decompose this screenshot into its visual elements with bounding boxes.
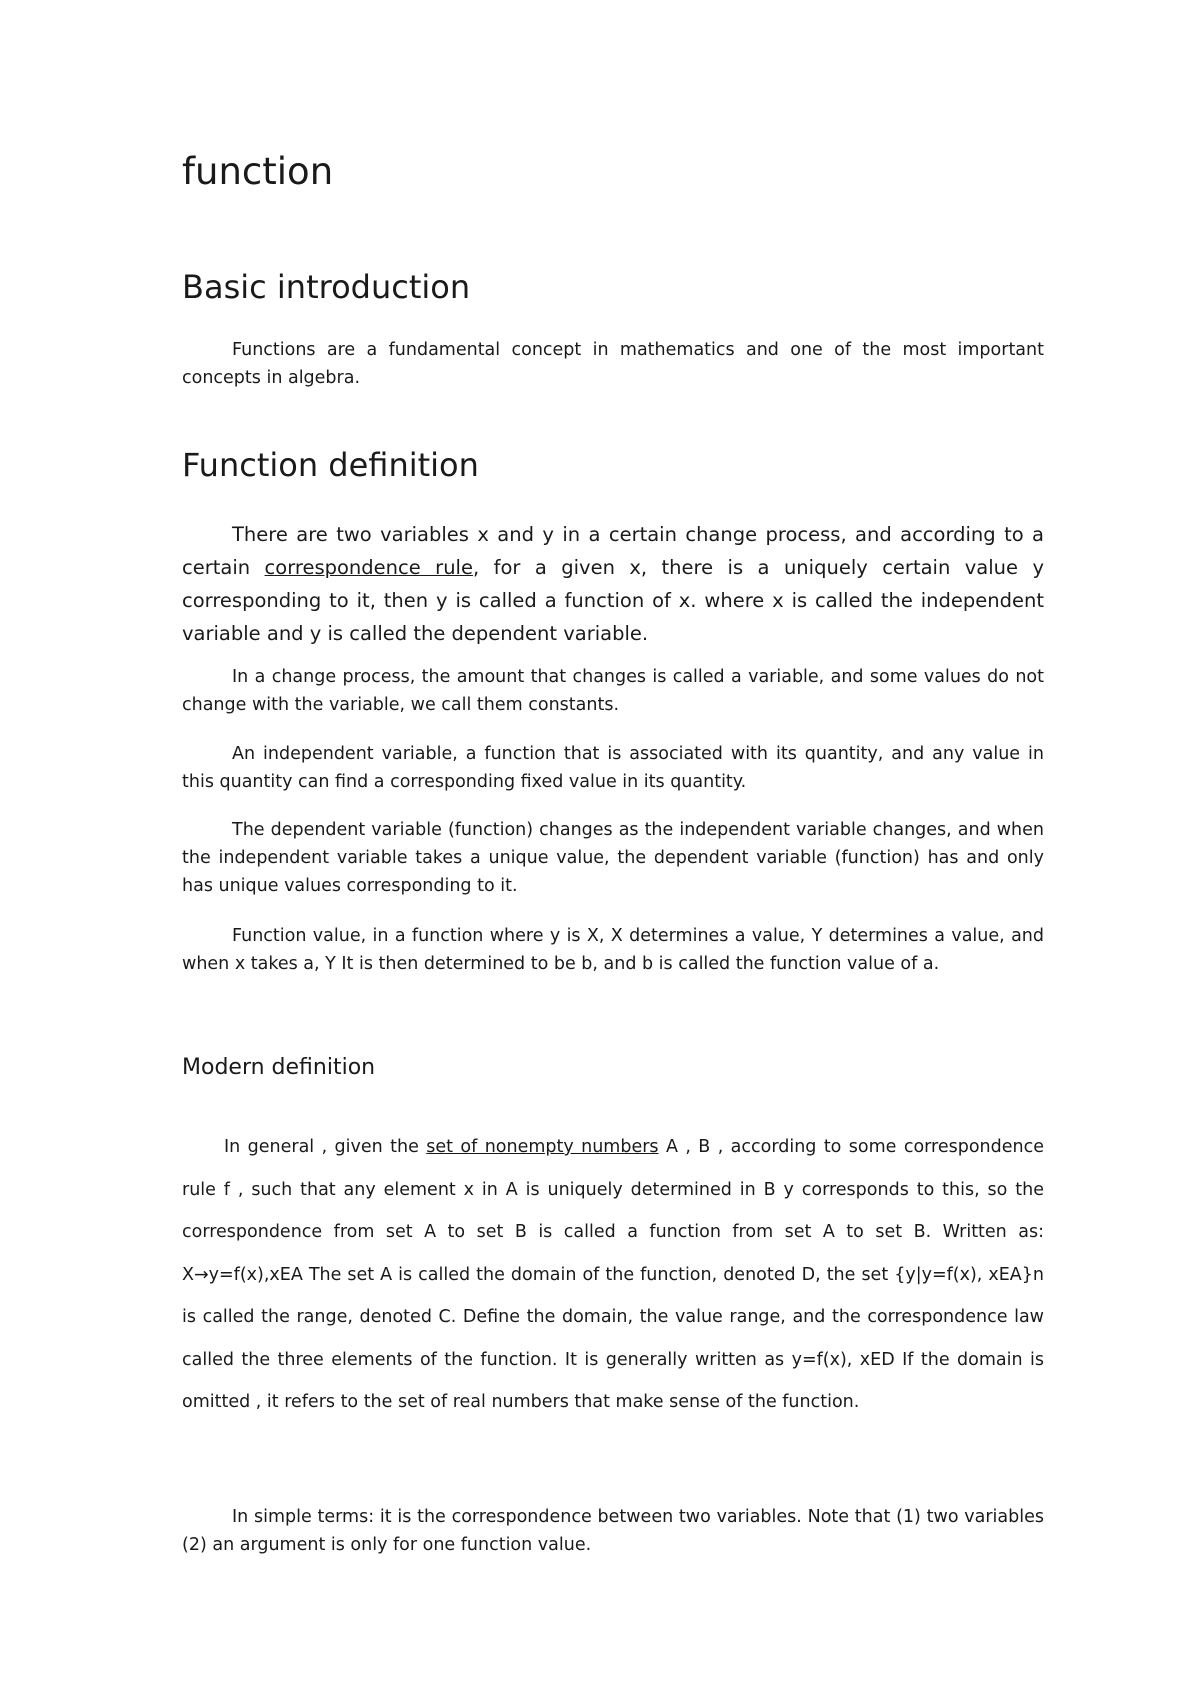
section-heading-function-definition: Function definition [182,446,479,484]
paragraph-text: A , B , according to some correspondence rule f , such that any element x in A is uniquely determined in B y corresponds to this, so the correspondence from set A to set B is called a function from set A to set B. Written as: X→y=f(x),xEA The set A is called the domain of the function, denoted D, the set {y|y=f(x), xEA}n is called the range, denoted C. Define the domain, the value range, and the correspondence law called the three elements of the function. It is generally written as y=f(x), xED If the domain is omitted , it refers to the set of real numbers that make sense of the function. [182,1137,1045,1412]
correspondence-rule-link[interactable]: correspondence rule [264,556,473,579]
section-heading-modern-definition: Modern definition [182,1055,376,1080]
paragraph-independent-variable: An independent variable, a function that is associated with its quantity, and any value in this quantity can find a corresponding fixed value in its quantity. [182,744,1044,792]
paragraph-text: There are two variables x and y in a certain change process, and according to a certain [182,523,1044,579]
paragraph-basic-introduction: Functions are a fundamental concept in mathematics and one of the most important concepts in algebra. [182,340,1044,388]
paragraph-variables-constants: In a change process, the amount that changes is called a variable, and some values do not change with the variable, we call them constants. [182,667,1044,715]
paragraph-function-value: Function value, in a function where y is X, X determines a value, Y determines a value, and when x takes a, Y It is then determined to be b, and b is called the function value of a. [182,926,1044,974]
set-of-nonempty-numbers-link[interactable]: set of nonempty numbers [426,1137,659,1157]
paragraph-dependent-variable: The dependent variable (function) changes as the independent variable changes, and when the independent variable takes a unique value, the dependent variable (function) has and only has unique values corresponding to it. [182,820,1044,896]
section-heading-basic-introduction: Basic introduction [182,268,471,306]
paragraph-function-definition [182,518,1044,650]
paragraph-text: , for a given x, there is a uniquely certain value y corresponding to it, then y is called a function of x. where x is called the independent variable and y is called the dependent variable. [182,556,1044,645]
paragraph-text: In general , given the [224,1137,427,1157]
paragraph-simple-terms: In simple terms: it is the correspondence between two variables. Note that (1) two variables (2) an argument is only for one function value. [182,1507,1044,1555]
paragraph-modern-definition [182,1126,1044,1424]
document-title: function [182,150,334,193]
